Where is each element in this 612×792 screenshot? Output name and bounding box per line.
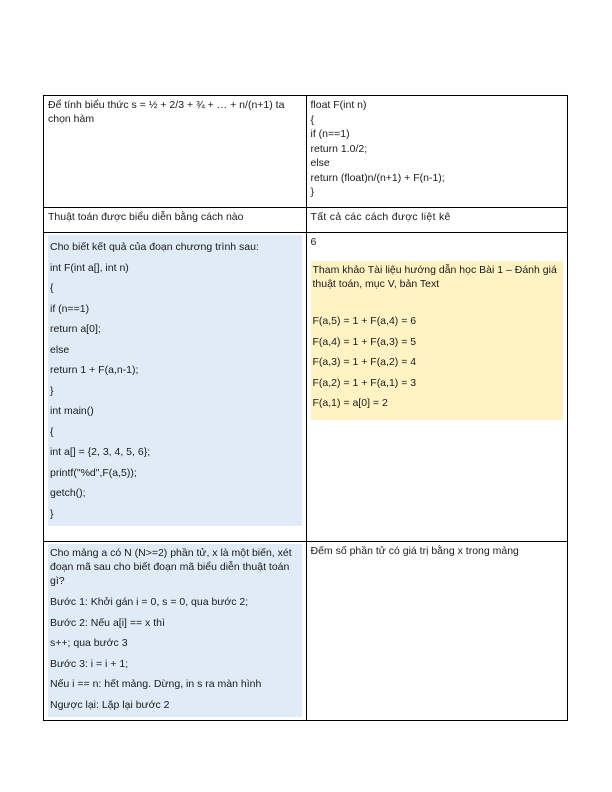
step-line: Bước 2: Nếu a[i] == x thì xyxy=(50,616,165,629)
question-block xyxy=(48,544,302,717)
step-line: Ngược lại: Lặp lại bước 2 xyxy=(50,698,170,711)
question-cell xyxy=(44,233,307,542)
code-line: return 1.0/2; xyxy=(310,142,368,155)
answer-cell xyxy=(306,542,568,721)
answer-cell xyxy=(306,96,568,208)
code-line: printf("%d",F(a,5)); xyxy=(50,466,137,479)
code-line: } xyxy=(310,186,315,198)
step-line: s++; qua bước 3 xyxy=(50,637,128,649)
step-line: Bước 1: Khởi gán i = 0, s = 0, qua bước 2; xyxy=(50,596,249,608)
code-line: if (n==1) xyxy=(50,302,90,315)
question-cell xyxy=(44,208,307,233)
answer-cell xyxy=(306,208,568,233)
code-block xyxy=(48,235,302,526)
code-line: return a[0]; xyxy=(50,323,101,335)
answer-text: 6 xyxy=(310,236,317,248)
step-line: Nếu i == n: hết mảng. Dừng, in s ra màn hình xyxy=(50,678,262,690)
code-line: Cho biết kết quả của đoạn chương trình sau: xyxy=(50,241,259,253)
question-cell xyxy=(44,542,307,721)
code-line: } xyxy=(50,384,54,397)
code-line: else xyxy=(50,343,70,356)
code-line: return (float)n/(n+1) + F(n-1); xyxy=(310,171,445,184)
question-intro: Cho mảng a có N (N>=2) phần tử, x là một biến, xét đoạn mã sau cho biết đoạn mã biểu diễn thuật toán gì? xyxy=(50,547,292,587)
table-row xyxy=(44,208,568,233)
algorithm-steps xyxy=(50,592,300,715)
trace-line: F(a,5) = 1 + F(a,4) = 6 xyxy=(312,315,417,327)
code-line: if (n==1) xyxy=(310,128,350,140)
code-line: int main() xyxy=(50,405,94,417)
step-line: Bước 3: i = i + 1; xyxy=(50,657,129,670)
question-text: Để tính biểu thức s = ½ + 2/3 + ¾ + … + n/(n+1) ta chọn hàm xyxy=(48,99,285,125)
reference-note-block xyxy=(311,261,564,420)
trace-line: F(a,4) = 1 + F(a,3) = 5 xyxy=(312,335,417,348)
code-line: { xyxy=(50,282,54,294)
trace-line: F(a,1) = a[0] = 2 xyxy=(312,397,388,409)
question-text: Thuật toán được biểu diễn bằng cách nào xyxy=(48,211,244,223)
answer-text: Đếm số phần tử có giá trị bằng x trong mảng xyxy=(310,545,519,557)
table-row xyxy=(44,542,568,721)
code-line: int a[] = {2, 3, 4, 5, 6}; xyxy=(50,446,151,458)
answer-cell xyxy=(306,233,568,542)
table-row xyxy=(44,233,568,542)
trace-line: F(a,2) = 1 + F(a,1) = 3 xyxy=(312,376,417,389)
answer-code xyxy=(311,98,564,200)
code-line: int F(int a[], int n) xyxy=(50,261,129,274)
code-line: { xyxy=(310,113,315,126)
recursion-trace xyxy=(313,311,562,414)
code-line: return 1 + F(a,n-1); xyxy=(50,364,139,376)
code-line: { xyxy=(50,425,54,438)
code-line: getch(); xyxy=(50,487,86,499)
code-line: else xyxy=(310,157,330,169)
code-line: } xyxy=(50,507,54,520)
code-line: float F(int n) xyxy=(310,99,367,111)
question-cell xyxy=(44,96,307,208)
table-row xyxy=(44,96,568,208)
trace-line: F(a,3) = 1 + F(a,2) = 4 xyxy=(312,356,417,368)
reference-note: Tham khảo Tài liệu hướng dẫn học Bài 1 – Đánh giá thuật toán, mục V, bản Text xyxy=(312,264,557,290)
qa-table xyxy=(43,95,568,721)
answer-text: Tất cả các cách được liệt kê xyxy=(310,211,451,223)
